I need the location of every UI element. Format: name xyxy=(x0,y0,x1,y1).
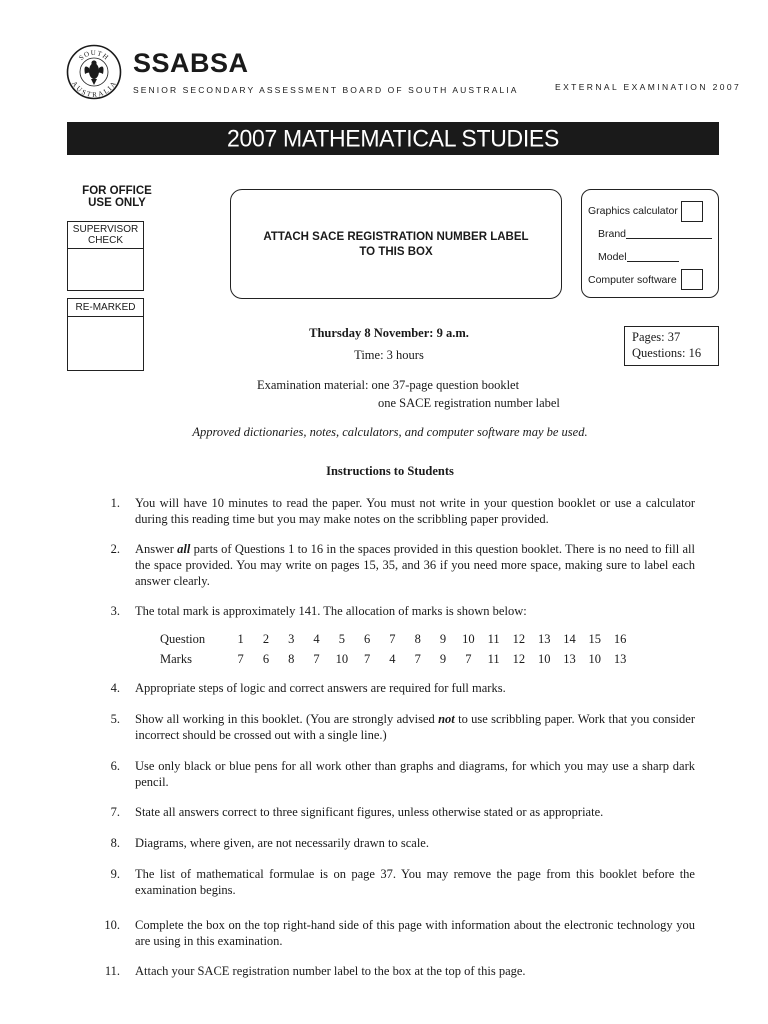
office-use-heading xyxy=(58,185,176,209)
exam-type: EXTERNAL EXAMINATION 2007 xyxy=(555,82,742,92)
question-number: 5 xyxy=(338,631,345,646)
remarked-divider xyxy=(67,316,144,317)
marks-value: 10 xyxy=(537,651,551,666)
supervisor-check-label xyxy=(67,224,144,246)
instruction-text-pre: Show all working in this booklet. (You are strongly advised xyxy=(135,712,439,726)
question-number: 14 xyxy=(563,631,576,646)
question-number: 2 xyxy=(262,631,270,646)
instruction-number: 10. xyxy=(104,918,120,932)
org-abbreviation: SSABSA xyxy=(133,48,249,78)
office-use-heading-line2: USE ONLY xyxy=(88,197,146,209)
org-full-name: SENIOR SECONDARY ASSESSMENT BOARD OF SOUTH AUSTRALIA xyxy=(133,85,519,95)
marks-row xyxy=(160,649,633,669)
instruction-text xyxy=(135,541,695,589)
pages-count: Pages: 37 xyxy=(632,330,681,344)
instruction-text: Attach your SACE registration number label to the box at the top of this page. xyxy=(135,964,526,978)
question-number: 7 xyxy=(389,631,396,646)
instruction-number: 4. xyxy=(110,681,120,695)
marks-value: 7 xyxy=(465,651,472,666)
question-number: 1 xyxy=(237,631,244,646)
supervisor-label-line1: SUPERVISOR xyxy=(72,224,139,235)
brand-input-line[interactable] xyxy=(626,238,712,239)
question-number: 16 xyxy=(613,631,627,646)
logo-bottom-text: AUSTRALIA xyxy=(69,79,119,99)
question-number: 8 xyxy=(414,631,421,646)
registration-line2: TO THIS BOX xyxy=(359,246,433,258)
marks-value: 9 xyxy=(439,651,447,666)
exam-time: Time: 3 hours xyxy=(354,348,424,362)
instruction-text: Appropriate steps of logic and correct answers are required for full marks. xyxy=(135,681,506,695)
office-use-heading-line1: FOR OFFICE xyxy=(82,185,152,197)
instruction-emphasis: not xyxy=(438,712,455,726)
question-number: 9 xyxy=(439,631,447,646)
marks-value: 12 xyxy=(512,651,526,666)
question-row xyxy=(160,629,633,649)
question-number: 11 xyxy=(487,631,500,646)
instruction-number: 5. xyxy=(110,712,120,726)
supervisor-divider xyxy=(67,248,144,249)
instruction-text: The list of mathematical formulae is on page 37. You may remove the page from this booklet before the examination begins. xyxy=(135,867,695,897)
exam-material-line1: Examination material: one 37-page question booklet xyxy=(257,378,520,392)
instruction-number: 7. xyxy=(110,805,120,819)
marks-value: 13 xyxy=(613,651,627,666)
instruction-text: The total mark is approximately 141. The allocation of marks is shown below: xyxy=(135,604,527,618)
marks-value: 13 xyxy=(563,651,576,666)
question-number: 4 xyxy=(313,631,320,646)
marks-value: 10 xyxy=(588,651,602,666)
instruction-text-post: to use scribbling paper. Work that you consider incorrect should be crossed out with a single line.) xyxy=(135,712,695,742)
marks-value: 11 xyxy=(487,651,500,666)
exam-material-line2: one SACE registration number label xyxy=(378,396,560,410)
question-number: 10 xyxy=(462,631,475,646)
question-number: 13 xyxy=(537,631,551,646)
instruction-number: 3. xyxy=(110,604,120,618)
instruction-text xyxy=(135,711,695,743)
question-number: 15 xyxy=(588,631,602,646)
exam-date: Thursday 8 November: 9 a.m. xyxy=(309,326,469,340)
graphics-calculator-checkbox[interactable] xyxy=(681,201,703,222)
model-label: Model xyxy=(598,251,627,263)
instruction-text-pre: Answer xyxy=(135,542,178,556)
instruction-text: You will have 10 minutes to read the paper. You must not write in your question booklet or use a calculator during this reading time but you may make notes on the scribbling paper provided. xyxy=(135,496,695,526)
question-number: 12 xyxy=(512,631,526,646)
graphics-calculator-label: Graphics calculator xyxy=(588,205,678,217)
instruction-number: 11. xyxy=(104,964,120,978)
instruction-text: State all answers correct to three significant figures, unless otherwise stated or as appropriate. xyxy=(135,805,604,819)
instruction-emphasis: all xyxy=(177,542,191,556)
marks-value: 7 xyxy=(414,651,421,666)
exam-title: 2007 MATHEMATICAL STUDIES xyxy=(226,124,560,152)
instruction-number: 8. xyxy=(110,836,120,850)
marks-value: 7 xyxy=(313,651,320,666)
marks-value: 7 xyxy=(237,651,244,666)
instruction-number: 2. xyxy=(110,542,120,556)
instructions-heading: Instructions to Students xyxy=(326,464,454,478)
ssabsa-seal-logo xyxy=(66,44,122,100)
model-input-line[interactable] xyxy=(627,261,679,262)
instruction-number: 6. xyxy=(110,759,120,773)
computer-software-label: Computer software xyxy=(588,274,677,286)
marks-value: 7 xyxy=(364,651,371,666)
approved-materials: Approved dictionaries, notes, calculators, and computer software may be used. xyxy=(192,425,588,439)
question-number: 6 xyxy=(364,631,371,646)
instruction-text: Complete the box on the top right-hand side of this page with information about the electronic technology you are using in this examination. xyxy=(135,918,695,948)
remarked-label: RE-MARKED xyxy=(75,302,136,313)
supervisor-label-line2: CHECK xyxy=(87,235,123,246)
question-row-label: Question xyxy=(160,631,206,646)
brand-label: Brand xyxy=(598,228,627,240)
instruction-text: Diagrams, where given, are not necessarily drawn to scale. xyxy=(135,836,429,850)
instruction-text: Use only black or blue pens for all work other than graphs and diagrams, for which you may use a sharp dark pencil. xyxy=(135,759,695,789)
instruction-number: 1. xyxy=(110,496,120,510)
pages-info xyxy=(632,329,701,361)
marks-value: 8 xyxy=(288,651,295,666)
marks-row-label: Marks xyxy=(160,651,192,666)
registration-line1: ATTACH SACE REGISTRATION NUMBER LABEL xyxy=(263,231,529,243)
marks-value: 10 xyxy=(335,651,349,666)
computer-software-checkbox[interactable] xyxy=(681,269,703,290)
marks-allocation-table xyxy=(160,629,633,669)
questions-count: Questions: 16 xyxy=(632,346,702,360)
instruction-text-post: parts of Questions 1 to 16 in the spaces provided in this question booklet. There is no need to fill all the space provided. You may write on pages 15, 35, and 36 if you need more space, making sure to label each answer clearly. xyxy=(135,542,695,588)
marks-value: 6 xyxy=(262,651,270,666)
marks-value: 4 xyxy=(389,651,396,666)
question-number: 3 xyxy=(288,631,295,646)
instruction-number: 9. xyxy=(110,867,120,881)
logo-top-text: SOUTH xyxy=(77,48,111,63)
svg-text:SOUTH xyxy=(77,49,110,62)
registration-instruction xyxy=(230,230,562,260)
